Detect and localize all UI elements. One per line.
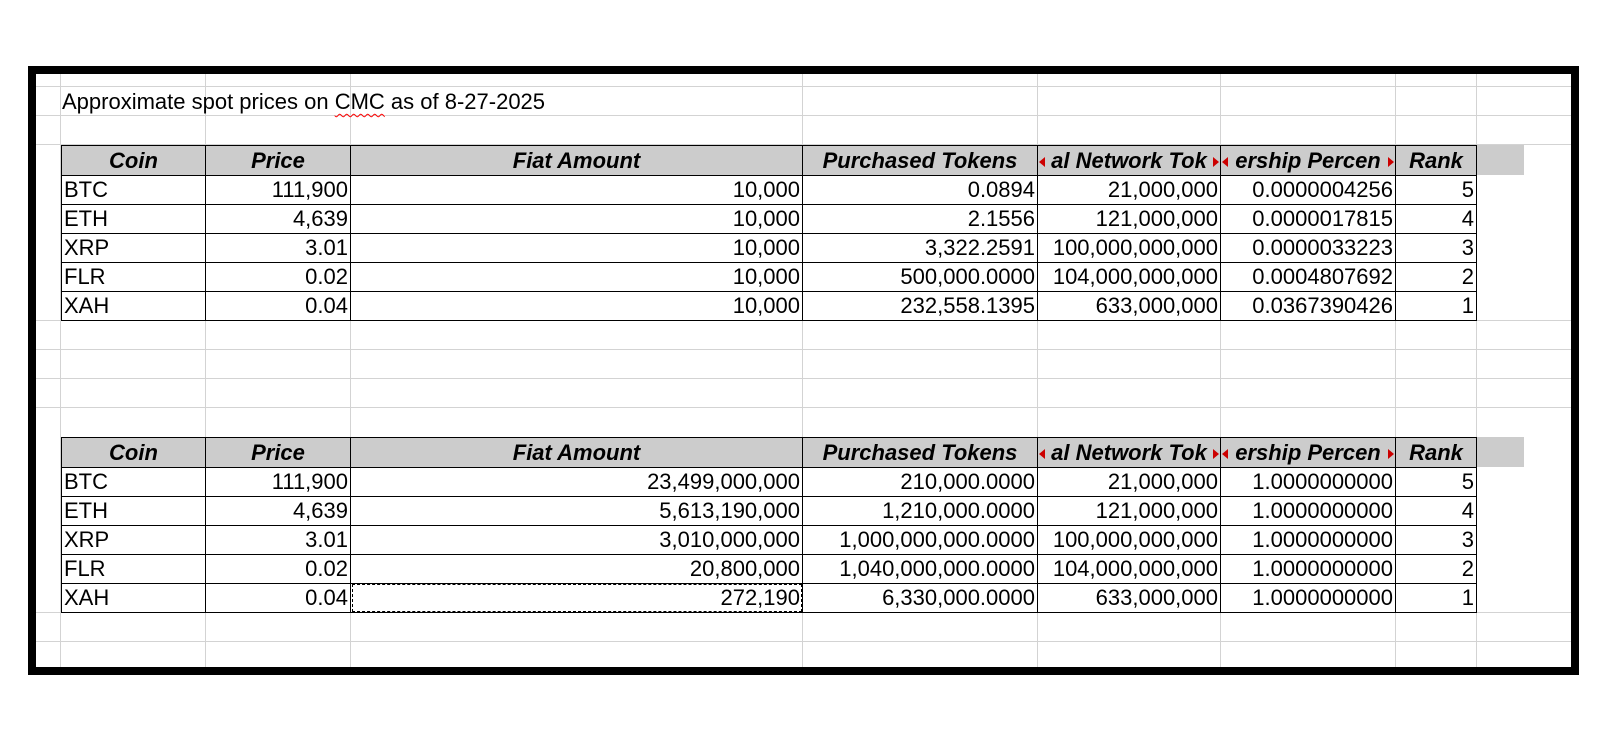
table-row: [61, 204, 1524, 234]
cell-purchased-tokens[interactable]: 1,000,000,000.0000: [803, 525, 1038, 555]
cell-ownership-percent[interactable]: 0.0367390426: [1221, 291, 1396, 321]
overflow-left-arrow-icon: [1222, 157, 1228, 167]
header-ownership-percent[interactable]: ership Percen: [1221, 145, 1396, 176]
title-suffix: as of 8-27-2025: [384, 89, 546, 114]
cell-price[interactable]: 111,900: [206, 175, 351, 205]
cell-ownership-percent[interactable]: 1.0000000000: [1221, 525, 1396, 555]
table-row: [61, 496, 1524, 526]
cell-purchased-tokens[interactable]: 3,322.2591: [803, 233, 1038, 263]
header-purchased-tokens[interactable]: Purchased Tokens: [803, 437, 1038, 468]
table-row: [61, 467, 1524, 497]
cell-ownership-percent[interactable]: 0.0000033223: [1221, 233, 1396, 263]
title-source-misspelled: CMC: [334, 89, 385, 114]
header-coin[interactable]: Coin: [61, 145, 206, 176]
overflow-right-arrow-icon: [1213, 157, 1219, 167]
cell-price[interactable]: 111,900: [206, 467, 351, 497]
cell-rank[interactable]: 3: [1396, 233, 1477, 263]
overflow-left-arrow-icon: [1039, 157, 1045, 167]
cell-rank[interactable]: 1: [1396, 583, 1477, 613]
header-fiat-amount[interactable]: Fiat Amount: [351, 437, 803, 468]
cell-price[interactable]: 4,639: [206, 204, 351, 234]
cell-fiat-amount[interactable]: 10,000: [351, 175, 803, 205]
overflow-right-arrow-icon: [1388, 157, 1394, 167]
cell-coin[interactable]: FLR: [61, 262, 206, 292]
cell-total-network-tokens[interactable]: 100,000,000,000: [1038, 233, 1221, 263]
header-rank[interactable]: Rank: [1396, 437, 1477, 468]
cell-rank[interactable]: 1: [1396, 291, 1477, 321]
cell-total-network-tokens[interactable]: 633,000,000: [1038, 583, 1221, 613]
cell-coin[interactable]: XRP: [61, 233, 206, 263]
header-ownership-percent[interactable]: ership Percen: [1221, 437, 1396, 468]
cell-ownership-percent[interactable]: 1.0000000000: [1221, 467, 1396, 497]
cell-purchased-tokens[interactable]: 6,330,000.0000: [803, 583, 1038, 613]
table-row: [61, 554, 1524, 584]
cell-fiat-amount[interactable]: 10,000: [351, 204, 803, 234]
cell-ownership-percent[interactable]: 1.0000000000: [1221, 583, 1396, 613]
cell-total-network-tokens[interactable]: 633,000,000: [1038, 291, 1221, 321]
cell-ownership-percent[interactable]: 1.0000000000: [1221, 554, 1396, 584]
cell-purchased-tokens[interactable]: 500,000.0000: [803, 262, 1038, 292]
cell-fiat-amount[interactable]: 3,010,000,000: [351, 525, 803, 555]
cell-ownership-percent[interactable]: 0.0000004256: [1221, 175, 1396, 205]
cell-fiat-amount[interactable]: 10,000: [351, 291, 803, 321]
cell-price[interactable]: 3.01: [206, 525, 351, 555]
table-row: [61, 175, 1524, 205]
cell-total-network-tokens[interactable]: 100,000,000,000: [1038, 525, 1221, 555]
cell-price[interactable]: 0.02: [206, 554, 351, 584]
table-row: [61, 233, 1524, 263]
cell-fiat-amount[interactable]: 10,000: [351, 233, 803, 263]
table-header-row: [61, 145, 1524, 175]
cell-rank[interactable]: 4: [1396, 496, 1477, 526]
cell-coin[interactable]: XAH: [61, 583, 206, 613]
cell-coin[interactable]: XRP: [61, 525, 206, 555]
cell-ownership-percent[interactable]: 1.0000000000: [1221, 496, 1396, 526]
cell-total-network-tokens[interactable]: 104,000,000,000: [1038, 262, 1221, 292]
header-total-network-tokens[interactable]: al Network Tok: [1038, 437, 1221, 468]
cell-purchased-tokens[interactable]: 2.1556: [803, 204, 1038, 234]
sheet-title-cell[interactable]: [62, 89, 545, 115]
header-price[interactable]: Price: [206, 437, 351, 468]
cell-price[interactable]: 0.04: [206, 291, 351, 321]
cell-price[interactable]: 3.01: [206, 233, 351, 263]
cell-purchased-tokens[interactable]: 210,000.0000: [803, 467, 1038, 497]
cell-total-network-tokens[interactable]: 121,000,000: [1038, 204, 1221, 234]
cell-purchased-tokens[interactable]: 232,558.1395: [803, 291, 1038, 321]
cell-fiat-amount-copy-selection[interactable]: 272,190: [351, 583, 803, 613]
header-rank[interactable]: Rank: [1396, 145, 1477, 176]
cell-fiat-amount[interactable]: 20,800,000: [351, 554, 803, 584]
cell-rank[interactable]: 5: [1396, 467, 1477, 497]
cell-total-network-tokens[interactable]: 121,000,000: [1038, 496, 1221, 526]
header-fiat-amount[interactable]: Fiat Amount: [351, 145, 803, 176]
cell-rank[interactable]: 2: [1396, 554, 1477, 584]
header-coin[interactable]: Coin: [61, 437, 206, 468]
cell-price[interactable]: 0.04: [206, 583, 351, 613]
table-row: [61, 525, 1524, 555]
cell-rank[interactable]: 4: [1396, 204, 1477, 234]
header-total-network-tokens[interactable]: al Network Tok: [1038, 145, 1221, 176]
cell-ownership-percent[interactable]: 0.0000017815: [1221, 204, 1396, 234]
cell-total-network-tokens[interactable]: 104,000,000,000: [1038, 554, 1221, 584]
cell-ownership-percent[interactable]: 0.0004807692: [1221, 262, 1396, 292]
cell-fiat-amount[interactable]: 23,499,000,000: [351, 467, 803, 497]
cell-total-network-tokens[interactable]: 21,000,000: [1038, 467, 1221, 497]
table-row: [61, 262, 1524, 292]
cell-coin[interactable]: BTC: [61, 175, 206, 205]
cell-coin[interactable]: BTC: [61, 467, 206, 497]
cell-rank[interactable]: 5: [1396, 175, 1477, 205]
cell-fiat-amount[interactable]: 5,613,190,000: [351, 496, 803, 526]
cell-purchased-tokens[interactable]: 1,210,000.0000: [803, 496, 1038, 526]
table-row: [61, 291, 1524, 321]
cell-fiat-amount[interactable]: 10,000: [351, 262, 803, 292]
overflow-right-arrow-icon: [1388, 449, 1394, 459]
cell-rank[interactable]: 2: [1396, 262, 1477, 292]
cell-price[interactable]: 0.02: [206, 262, 351, 292]
table-header-row: [61, 437, 1524, 467]
cell-price[interactable]: 4,639: [206, 496, 351, 526]
table-row: [61, 583, 1524, 613]
cell-rank[interactable]: 3: [1396, 525, 1477, 555]
cell-total-network-tokens[interactable]: 21,000,000: [1038, 175, 1221, 205]
header-purchased-tokens[interactable]: Purchased Tokens: [803, 145, 1038, 176]
cell-coin[interactable]: FLR: [61, 554, 206, 584]
cell-coin[interactable]: ETH: [61, 496, 206, 526]
cell-coin[interactable]: ETH: [61, 204, 206, 234]
cell-purchased-tokens[interactable]: 0.0894: [803, 175, 1038, 205]
title-prefix: Approximate spot prices on: [62, 89, 335, 114]
overflow-right-arrow-icon: [1213, 449, 1219, 459]
cell-purchased-tokens[interactable]: 1,040,000,000.0000: [803, 554, 1038, 584]
overflow-left-arrow-icon: [1039, 449, 1045, 459]
header-price[interactable]: Price: [206, 145, 351, 176]
cell-coin[interactable]: XAH: [61, 291, 206, 321]
overflow-left-arrow-icon: [1222, 449, 1228, 459]
